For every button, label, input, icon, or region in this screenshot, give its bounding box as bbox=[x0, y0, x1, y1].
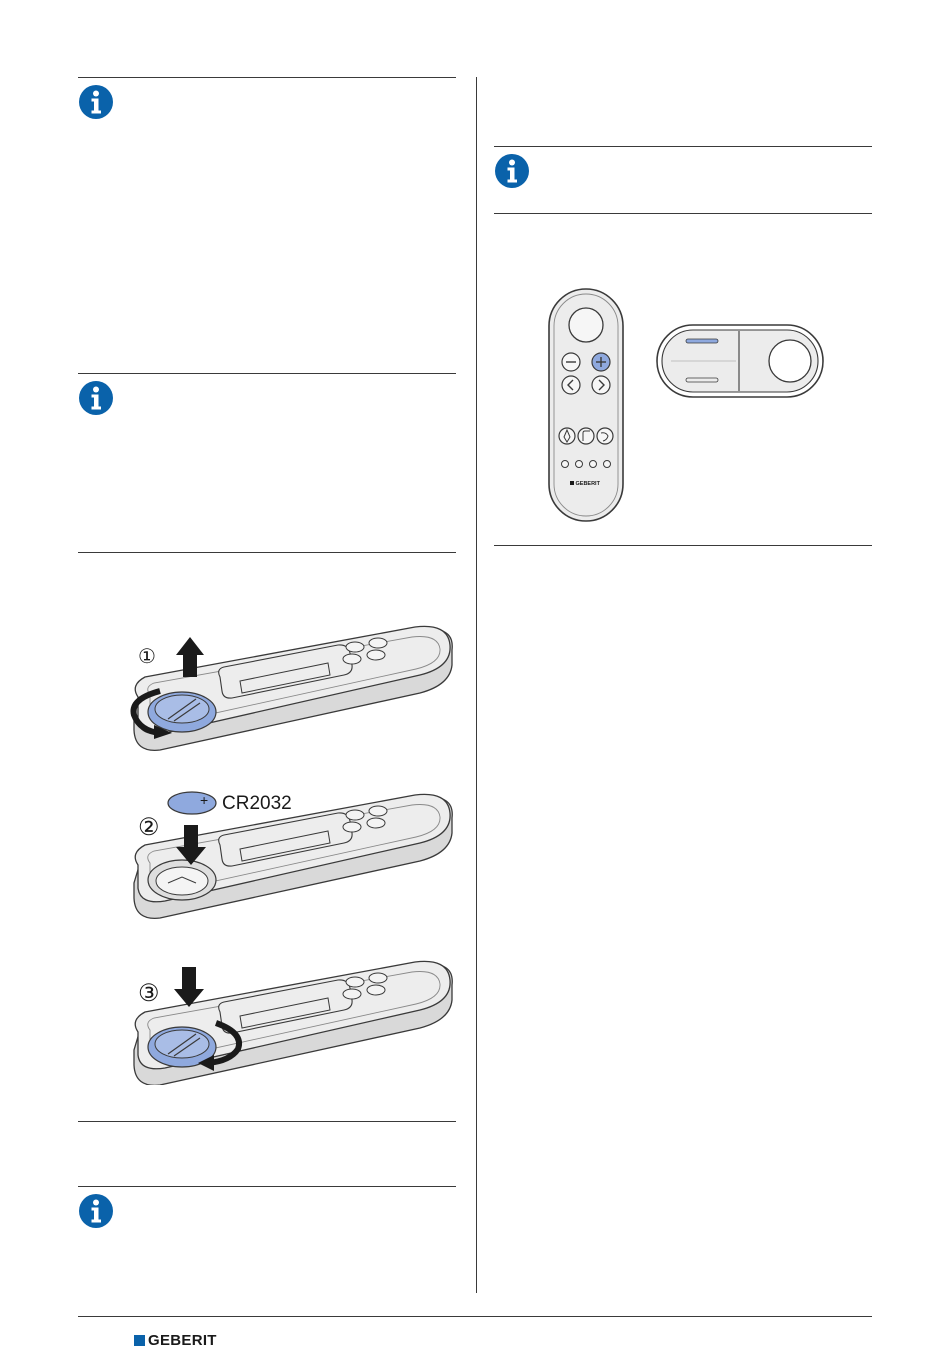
battery-type-label: CR2032 bbox=[222, 793, 292, 814]
rule-right-3 bbox=[494, 545, 872, 546]
rule-left-1 bbox=[78, 77, 456, 78]
rule-left-5 bbox=[78, 1186, 456, 1187]
footer-logo bbox=[134, 1332, 217, 1349]
rule-left-2 bbox=[78, 373, 456, 374]
flush-indicator-bar bbox=[686, 339, 718, 343]
minus-icon bbox=[562, 353, 580, 371]
step-3-label: ③ bbox=[138, 980, 160, 1007]
rule-left-4 bbox=[78, 1121, 456, 1122]
step-1-remote bbox=[134, 626, 452, 750]
arrow-down-icon bbox=[174, 967, 204, 1007]
step-2-label: ② bbox=[138, 814, 160, 841]
remote-logo-square bbox=[570, 481, 574, 485]
step-1-label: ① bbox=[138, 646, 156, 668]
plus-icon bbox=[592, 353, 610, 371]
info-icon bbox=[494, 153, 530, 189]
info-icon bbox=[78, 380, 114, 416]
step-3-remote bbox=[134, 961, 452, 1085]
info-icon bbox=[78, 84, 114, 120]
rule-left-3 bbox=[78, 552, 456, 553]
footer-rule bbox=[78, 1316, 872, 1317]
coin-battery bbox=[168, 792, 216, 814]
column-divider bbox=[476, 77, 477, 1293]
battery-replacement-illustration bbox=[120, 625, 460, 1085]
rule-right-1 bbox=[494, 146, 872, 147]
chevron-right-icon bbox=[592, 376, 610, 394]
remote-brand-label: GEBERIT bbox=[575, 481, 600, 487]
logo-square-icon bbox=[134, 1335, 145, 1346]
svg-text:+: + bbox=[200, 792, 209, 808]
chevron-left-icon bbox=[562, 376, 580, 394]
flush-plate bbox=[657, 325, 823, 397]
info-icon bbox=[78, 1193, 114, 1229]
remote-and-plate-illustration bbox=[540, 285, 840, 525]
function-buttons bbox=[559, 428, 613, 444]
remote-control bbox=[549, 289, 623, 521]
footer-brand: GEBERIT bbox=[148, 1332, 217, 1349]
rule-right-2 bbox=[494, 213, 872, 214]
